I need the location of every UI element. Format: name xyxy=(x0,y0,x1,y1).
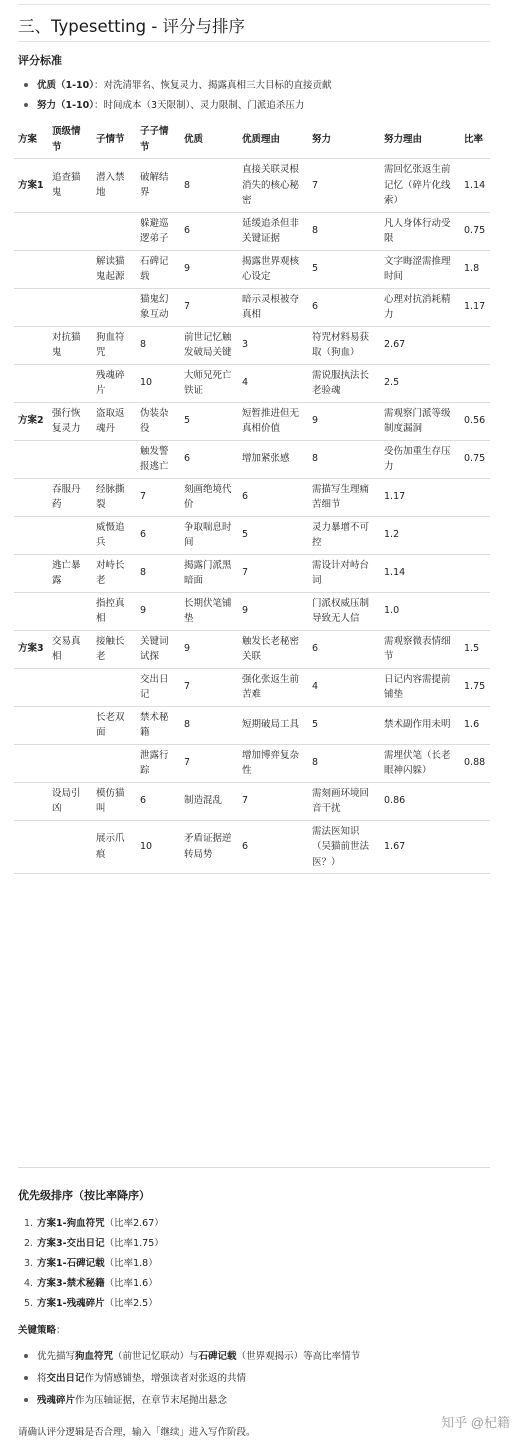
table-cell: 长期伏笔铺垫 xyxy=(180,592,238,630)
table-cell: 设局引凶 xyxy=(48,782,92,820)
table-cell: 对抗猫鬼 xyxy=(48,326,92,364)
table-cell: 7 xyxy=(238,554,308,592)
table-row xyxy=(14,159,490,213)
table-cell: 受伤加重生存压力 xyxy=(380,440,460,478)
table-cell: 吞服丹药 xyxy=(48,478,92,516)
table-cell: 1.8 xyxy=(460,250,490,288)
table-cell xyxy=(14,516,48,554)
table-row xyxy=(14,630,490,668)
key-strategy-item xyxy=(24,1392,227,1406)
table-cell xyxy=(92,212,136,250)
table-row xyxy=(14,326,490,364)
table-cell: 8 xyxy=(308,212,380,250)
table-bottom-divider xyxy=(18,1167,490,1168)
header-cell: 顶级情节 xyxy=(48,121,92,159)
table-cell: 需观察微表情细节 xyxy=(380,630,460,668)
table-cell: 延缓追杀但非关键证据 xyxy=(238,212,308,250)
watermark: 知乎 @杞籍 xyxy=(441,1415,510,1430)
table-cell xyxy=(14,478,48,516)
item-ratio: （比率1.8） xyxy=(104,1258,158,1269)
table-cell: 短期破局工具 xyxy=(238,706,308,744)
table-cell: 直接关联灵根消失的核心秘密 xyxy=(238,159,308,213)
table-cell: 1.5 xyxy=(460,630,490,668)
table-cell: 增加博弈复杂性 xyxy=(238,744,308,782)
table-header-row xyxy=(14,121,490,159)
table-cell: 0.86 xyxy=(380,782,460,820)
item-label: 方案1-残魂碎片 xyxy=(37,1298,105,1309)
priority-item xyxy=(24,1295,158,1309)
table-cell: 需描写生理痛苦细节 xyxy=(308,478,380,516)
text-fragment: 作为压轴证据，在章节末尾抛出悬念 xyxy=(75,1395,228,1406)
table-cell: 交易真相 xyxy=(48,630,92,668)
table-cell: 长老双面 xyxy=(92,706,136,744)
scoring-table xyxy=(14,121,490,874)
table-cell: 短暂推进但无真相价值 xyxy=(238,402,308,440)
item-ratio: （比率1.6） xyxy=(104,1278,158,1289)
criteria-item-quality: 优质（1-10）：对洗清罪名、恢复灵力、揭露真相三大目标的直接贡献 xyxy=(24,77,332,91)
header-cell: 努力 xyxy=(308,121,380,159)
table-cell: 触发警报逃亡 xyxy=(136,440,180,478)
table-row xyxy=(14,592,490,630)
table-cell: 关键词试探 xyxy=(136,630,180,668)
header-cell: 子情节 xyxy=(92,121,136,159)
item-number: 4. xyxy=(24,1278,34,1289)
section-heading: 三、Typesetting - 评分与排序 xyxy=(18,17,246,36)
table-cell: 追查猫鬼 xyxy=(48,159,92,213)
table-cell: 前世记忆触发破局关键 xyxy=(180,326,238,364)
table-cell: 泄露行踪 xyxy=(136,744,180,782)
table-row xyxy=(14,744,490,782)
text-fragment: 石碑记载 xyxy=(198,1351,237,1362)
table-cell: 文字晦涩需推理时间 xyxy=(380,250,460,288)
table-cell: 1.67 xyxy=(380,820,460,874)
table-cell: 1.2 xyxy=(380,516,460,554)
table-cell: 1.14 xyxy=(460,159,490,213)
table-cell xyxy=(48,364,92,402)
table-row xyxy=(14,782,490,820)
table-cell: 灵力暴增不可控 xyxy=(308,516,380,554)
table-cell xyxy=(92,288,136,326)
table-cell: 1.14 xyxy=(380,554,460,592)
table-cell: 经脉撕裂 xyxy=(92,478,136,516)
table-cell: 威慑追兵 xyxy=(92,516,136,554)
table-cell xyxy=(92,668,136,706)
table-cell xyxy=(460,516,490,554)
text-fragment: 交出日记 xyxy=(46,1373,85,1384)
table-cell xyxy=(14,440,48,478)
table-cell: 禁术秘籍 xyxy=(136,706,180,744)
table-cell xyxy=(14,706,48,744)
criteria-item-effort: 努力（1-10）：时间成本（3天限制）、灵力限制、门派追杀压力 xyxy=(24,97,304,111)
table-cell xyxy=(460,554,490,592)
table-cell: 4 xyxy=(308,668,380,706)
table-cell xyxy=(14,668,48,706)
header-cell: 比率 xyxy=(460,121,490,159)
top-divider xyxy=(18,4,490,5)
table-cell: 增加紧张感 xyxy=(238,440,308,478)
key-strategy-item xyxy=(24,1370,246,1384)
table-cell: 交出日记 xyxy=(136,668,180,706)
table-cell: 2.67 xyxy=(380,326,460,364)
table-cell: 8 xyxy=(180,706,238,744)
table-cell: 逃亡暴露 xyxy=(48,554,92,592)
item-number: 1. xyxy=(24,1218,34,1229)
table-row xyxy=(14,212,490,250)
header-cell: 子子情节 xyxy=(136,121,180,159)
table-row xyxy=(14,820,490,874)
table-cell xyxy=(14,592,48,630)
table-row xyxy=(14,668,490,706)
table-cell xyxy=(14,364,48,402)
table-cell: 需设计对峙台词 xyxy=(308,554,380,592)
priority-item xyxy=(24,1255,158,1269)
table-cell: 7 xyxy=(136,478,180,516)
table-cell: 7 xyxy=(238,782,308,820)
header-cell: 优质 xyxy=(180,121,238,159)
text-fragment: （前世记忆联动）与 xyxy=(113,1351,199,1362)
table-cell: 9 xyxy=(308,402,380,440)
table-cell xyxy=(48,706,92,744)
table-cell: 3 xyxy=(238,326,308,364)
table-cell: 猫鬼幻象互动 xyxy=(136,288,180,326)
table-cell: 6 xyxy=(238,478,308,516)
table-cell: 1.0 xyxy=(380,592,460,630)
table-cell xyxy=(14,744,48,782)
table-cell: 狗血符咒 xyxy=(92,326,136,364)
priority-item xyxy=(24,1215,164,1229)
table-row xyxy=(14,288,490,326)
table-cell: 强行恢复灵力 xyxy=(48,402,92,440)
table-row xyxy=(14,554,490,592)
table-cell: 1.17 xyxy=(460,288,490,326)
header-cell: 方案 xyxy=(14,121,48,159)
table-cell xyxy=(14,782,48,820)
table-cell xyxy=(48,212,92,250)
table-cell: 需说服执法长老验魂 xyxy=(308,364,380,402)
text-fragment: 将 xyxy=(37,1373,47,1384)
table-cell: 0.75 xyxy=(460,212,490,250)
table-cell: 凡人身体行动受限 xyxy=(380,212,460,250)
table-cell xyxy=(48,440,92,478)
table-cell: 争取喘息时间 xyxy=(180,516,238,554)
table-cell: 9 xyxy=(136,592,180,630)
table-cell: 模仿猫叫 xyxy=(92,782,136,820)
table-cell: 5 xyxy=(238,516,308,554)
table-cell: 制造混乱 xyxy=(180,782,238,820)
table-cell: 刻画绝境代价 xyxy=(180,478,238,516)
table-cell: 7 xyxy=(308,159,380,213)
table-cell: 接触长老 xyxy=(92,630,136,668)
table-cell: 8 xyxy=(308,744,380,782)
table-cell: 禁术副作用未明 xyxy=(380,706,460,744)
table-cell: 5 xyxy=(180,402,238,440)
table-cell: 9 xyxy=(180,250,238,288)
item-ratio: （比率2.67） xyxy=(104,1218,164,1229)
table-cell xyxy=(14,250,48,288)
table-cell: 8 xyxy=(308,440,380,478)
footer-prompt: 请确认评分逻辑是否合理，输入「继续」进入写作阶段。 xyxy=(18,1427,256,1438)
priority-item xyxy=(24,1275,158,1289)
table-cell: 躲避巡逻弟子 xyxy=(136,212,180,250)
header-cell: 努力理由 xyxy=(380,121,460,159)
header-cell: 优质理由 xyxy=(238,121,308,159)
table-cell: 8 xyxy=(136,326,180,364)
table-cell xyxy=(14,554,48,592)
table-row xyxy=(14,478,490,516)
table-cell: 6 xyxy=(238,820,308,874)
item-number: 5. xyxy=(24,1298,34,1309)
table-cell: 7 xyxy=(180,288,238,326)
priority-item xyxy=(24,1235,164,1249)
table-cell: 1.17 xyxy=(380,478,460,516)
table-cell: 展示爪痕 xyxy=(92,820,136,874)
table-cell xyxy=(14,820,48,874)
table-cell xyxy=(460,478,490,516)
table-cell: 门派权威压制导致无人信 xyxy=(308,592,380,630)
table-row xyxy=(14,516,490,554)
text-fragment: 狗血符咒 xyxy=(75,1351,114,1362)
table-cell xyxy=(92,744,136,782)
table-cell: 强化张返生前苦难 xyxy=(238,668,308,706)
table-cell: 6 xyxy=(180,212,238,250)
text-fragment: 残魂碎片 xyxy=(37,1395,76,1406)
table-cell: 揭露门派黑暗面 xyxy=(180,554,238,592)
table-cell: 符咒材料易获取（狗血） xyxy=(308,326,380,364)
table-cell: 暗示灵根被夺真相 xyxy=(238,288,308,326)
bullet-icon xyxy=(24,83,28,87)
table-cell: 6 xyxy=(180,440,238,478)
table-cell: 需法医知识（吴猫前世法医？） xyxy=(308,820,380,874)
priority-title: 优先级排序（按比率降序） xyxy=(18,1189,150,1202)
item-label: 方案1-狗血符咒 xyxy=(37,1218,105,1229)
item-ratio: （比率1.75） xyxy=(104,1238,164,1249)
item-label: 方案1-石碑记载 xyxy=(37,1258,105,1269)
table-row xyxy=(14,706,490,744)
table-cell: 4 xyxy=(238,364,308,402)
table-cell xyxy=(48,744,92,782)
table-cell: 8 xyxy=(180,159,238,213)
table-cell: 伪装杂役 xyxy=(136,402,180,440)
table-cell: 8 xyxy=(136,554,180,592)
text-fragment: （世界观揭示）等高比率情节 xyxy=(236,1351,361,1362)
table-cell: 对峙长老 xyxy=(92,554,136,592)
table-cell: 心理对抗消耗精力 xyxy=(380,288,460,326)
item-ratio: （比率2.5） xyxy=(104,1298,158,1309)
table-cell xyxy=(460,364,490,402)
table-cell: 大师兄死亡铁证 xyxy=(180,364,238,402)
table-cell: 石碑记载 xyxy=(136,250,180,288)
text-fragment: 作为情感铺垫，增强读者对张返的共情 xyxy=(84,1373,247,1384)
table-cell: 1.75 xyxy=(460,668,490,706)
item-number: 3. xyxy=(24,1258,34,1269)
table-cell: 6 xyxy=(136,516,180,554)
table-cell xyxy=(14,288,48,326)
table-cell xyxy=(460,326,490,364)
table-cell xyxy=(48,592,92,630)
table-cell: 7 xyxy=(180,668,238,706)
table-cell: 2.5 xyxy=(380,364,460,402)
table-cell: 10 xyxy=(136,364,180,402)
table-cell: 潜入禁地 xyxy=(92,159,136,213)
table-cell: 6 xyxy=(308,630,380,668)
table-cell: 6 xyxy=(308,288,380,326)
table-cell xyxy=(48,288,92,326)
item-number: 2. xyxy=(24,1238,34,1249)
table-cell xyxy=(92,440,136,478)
table-cell xyxy=(14,212,48,250)
table-cell: 0.56 xyxy=(460,402,490,440)
bullet-icon xyxy=(24,1398,28,1402)
table-cell: 指控真相 xyxy=(92,592,136,630)
table-cell: 解读猫鬼起源 xyxy=(92,250,136,288)
table-cell: 需回忆张返生前记忆（碎片化线索） xyxy=(380,159,460,213)
table-cell xyxy=(460,820,490,874)
table-cell: 5 xyxy=(308,706,380,744)
table-cell: 盗取返魂丹 xyxy=(92,402,136,440)
table-cell xyxy=(460,592,490,630)
key-strategy-title: 关键策略： xyxy=(18,1325,66,1336)
table-row xyxy=(14,402,490,440)
table-cell xyxy=(48,250,92,288)
text-fragment: 优先描写 xyxy=(37,1351,76,1362)
table-cell: 7 xyxy=(180,744,238,782)
table-cell xyxy=(48,820,92,874)
key-strategy-item xyxy=(24,1348,360,1362)
table-cell: 需观察门派等级制度漏洞 xyxy=(380,402,460,440)
table-cell: 方案1 xyxy=(14,159,48,213)
table-cell: 方案3 xyxy=(14,630,48,668)
table-cell xyxy=(48,668,92,706)
table-cell xyxy=(48,516,92,554)
table-cell: 日记内容需提前铺垫 xyxy=(380,668,460,706)
table-cell: 0.75 xyxy=(460,440,490,478)
bullet-icon xyxy=(24,1376,28,1380)
table-cell: 10 xyxy=(136,820,180,874)
table-cell xyxy=(14,326,48,364)
table-cell xyxy=(460,782,490,820)
table-cell: 9 xyxy=(238,592,308,630)
item-label: 方案3-交出日记 xyxy=(37,1238,105,1249)
bullet-icon xyxy=(24,103,28,107)
table-cell: 6 xyxy=(136,782,180,820)
table-cell: 破解结界 xyxy=(136,159,180,213)
table-cell: 残魂碎片 xyxy=(92,364,136,402)
table-cell: 0.88 xyxy=(460,744,490,782)
heading-divider xyxy=(18,41,490,42)
table-cell: 矛盾证据逆转局势 xyxy=(180,820,238,874)
table-row xyxy=(14,364,490,402)
table-cell: 1.6 xyxy=(460,706,490,744)
criteria-title: 评分标准 xyxy=(18,54,62,67)
table-cell: 触发长老秘密关联 xyxy=(238,630,308,668)
table-cell: 揭露世界观核心设定 xyxy=(238,250,308,288)
bullet-icon xyxy=(24,1354,28,1358)
table-cell: 需埋伏笔（长老眼神闪躲） xyxy=(380,744,460,782)
table-cell: 5 xyxy=(308,250,380,288)
table-cell: 方案2 xyxy=(14,402,48,440)
table-cell: 9 xyxy=(180,630,238,668)
table-cell: 需刻画环境回音干扰 xyxy=(308,782,380,820)
item-label: 方案3-禁术秘籍 xyxy=(37,1278,105,1289)
table-row xyxy=(14,250,490,288)
table-row xyxy=(14,440,490,478)
